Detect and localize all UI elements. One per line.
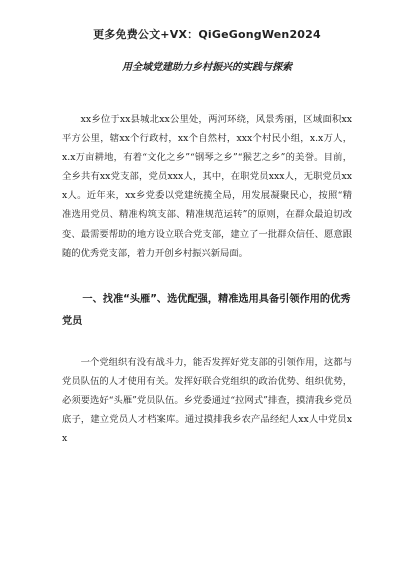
document-title: 用全域党建助力乡村振兴的实践与探索 [122,62,292,73]
section-1-paragraph: 一个党组织有没有战斗力，能否发挥好党支部的引领作用，这都与党员队伍的人才使用有关。发挥好联合党组织的政治优势、组织优势，必须要选好“头雁”党员队伍。乡党委通过“拉网式”排查，摸清我乡党员底子，建立党员人才档案库。通过摸排我乡农产品经纪人xx人中党员xx [62,356,352,445]
section-heading-1: 一、找准“头雁”、选优配强，精准选用具备引领作用的优秀党员 [62,293,351,327]
intro-paragraph: xx乡位于xx县城北xx公里处，两河环绕，风景秀丽，区域面积xx平方公里，辖xx个行政村，xx个自然村，xxx个村民小组，x.x万人，x.x万亩耕地，有着“文化之乡”“钢琴之乡”“猴艺之乡”的美誉。目前，全乡共有xx党支部，党员xxx人，其中，在职党员xxx人，无职党员xxx人。近年来，xx乡党委以党建统揽全局，用发展凝聚民心，按照“精准选用党员、精准构筑支部、精准规范运转”的原则，在群众最迫切改变、最需要帮助的地方设立联合党支部，建立了一批群众信任、愿意跟随的优秀党支部，着力开创乡村振兴新局面。 [62,114,352,259]
promo-header: 更多免费公文+VX：QiGeGongWen2024 [93,28,321,41]
